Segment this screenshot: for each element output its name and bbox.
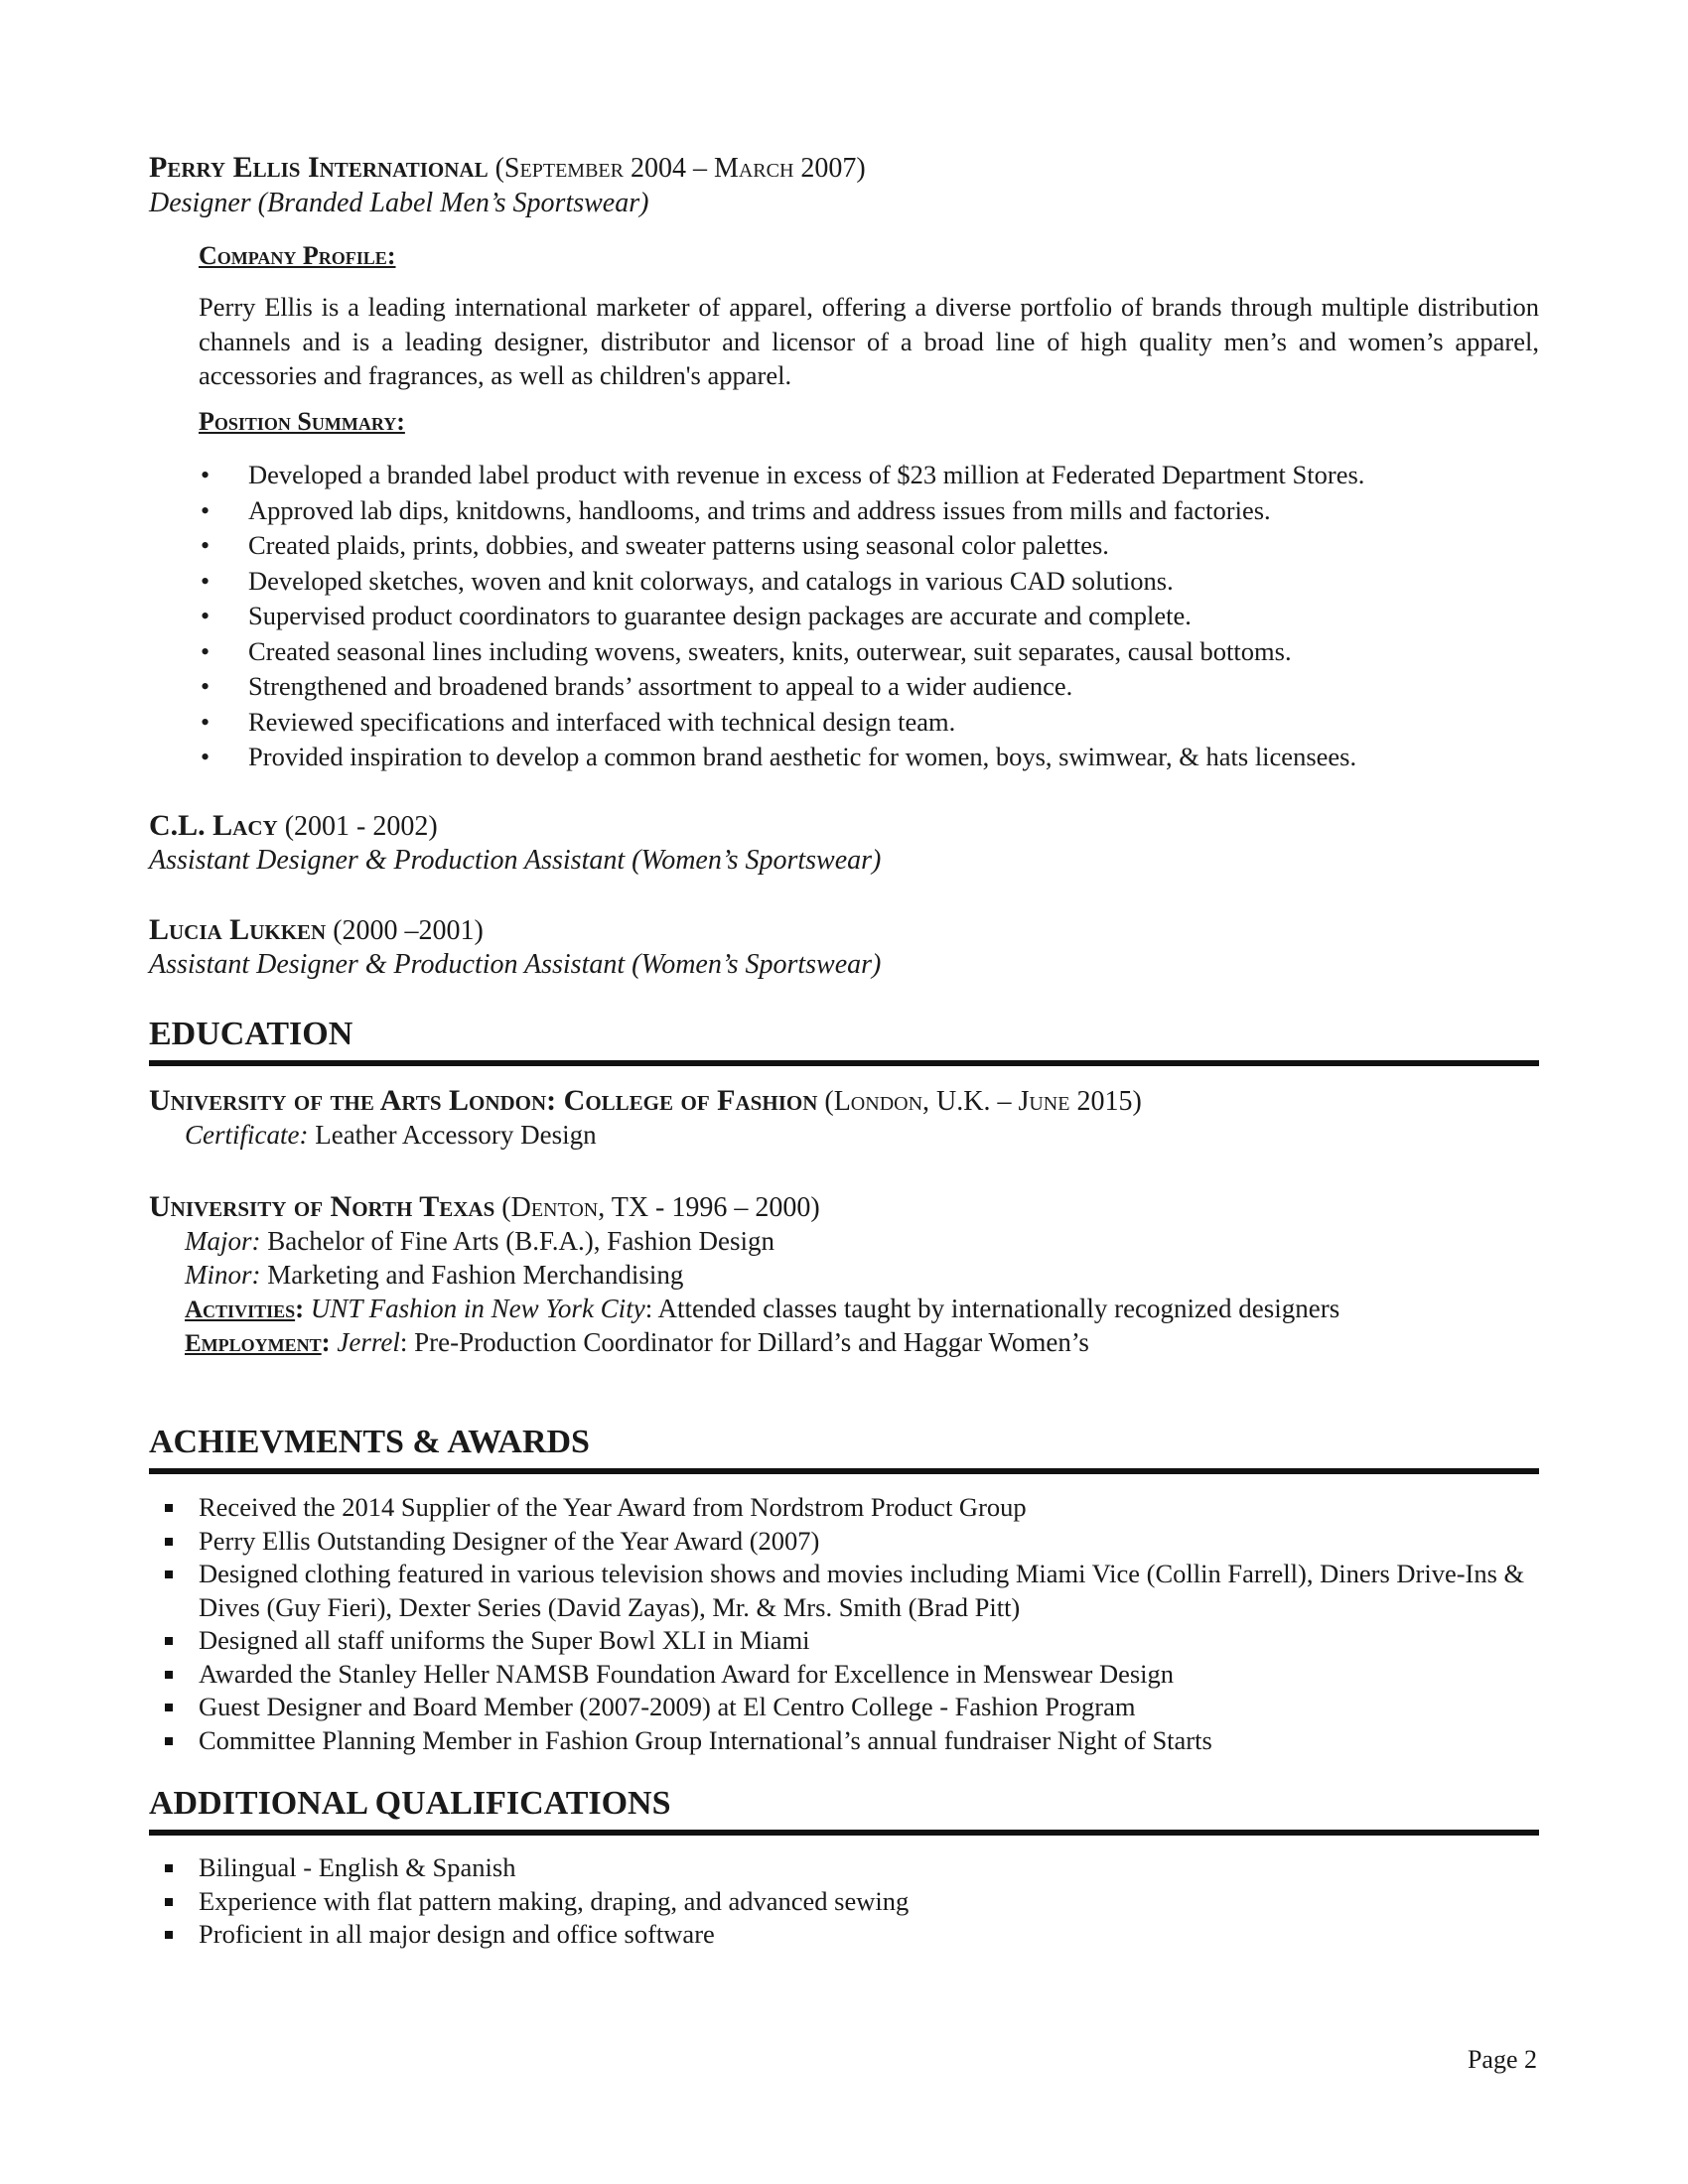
page-number: Page 2	[1467, 2045, 1537, 2074]
list-item: • Created plaids, prints, dobbies, and sweater patterns using seasonal color palettes.	[149, 528, 1364, 564]
list-item: Awarded the Stanley Heller NAMSB Foundation Award for Excellence in Menswear Design	[151, 1658, 1541, 1692]
list-item: • Developed a branded label product with revenue in excess of $23 million at Federated Department Stores.	[149, 458, 1364, 493]
major-label: Major:	[185, 1226, 261, 1256]
position-summary-heading: Position Summary:	[199, 407, 405, 436]
school-header-ual	[149, 1084, 1142, 1119]
list-item: • Created seasonal lines including wovens, sweaters, knits, outerwear, suit separates, causal bottoms.	[149, 634, 1364, 670]
certificate-line	[185, 1118, 597, 1152]
list-item: Designed all staff uniforms the Super Bowl XLI in Miami	[151, 1624, 1541, 1658]
major-line	[185, 1224, 774, 1258]
employment-value: : Pre-Production Coordinator for Dillard’s and Haggar Women’s	[399, 1327, 1089, 1357]
activities-line: Activities: UNT Fashion in New York City: Attended classes taught by internationally recognized designers	[185, 1294, 1340, 1323]
school-name: University of the Arts London: College of Fashion	[149, 1084, 818, 1117]
list-item: Designed clothing featured in various television shows and movies including Miami Vice (Collin Farrell), Diners Drive-Ins & Dives (Guy Fieri), Dexter Series (David Zayas), Mr. & Mrs. Smith (Brad Pitt)	[151, 1558, 1541, 1624]
job-title: Assistant Designer & Production Assistant (Women’s Sportswear)	[149, 845, 882, 876]
certificate-value: Leather Accessory Design	[315, 1120, 597, 1150]
job-dates: (2000 –2001)	[333, 915, 484, 946]
employment-label: Employment	[185, 1330, 322, 1357]
major-value: Bachelor of Fine Arts (B.F.A.), Fashion Design	[267, 1226, 775, 1256]
list-item: • Provided inspiration to develop a common brand aesthetic for women, boys, swimwear, & hats licensees.	[149, 740, 1364, 775]
company-name: C.L. Lacy	[149, 809, 278, 842]
list-item: Committee Planning Member in Fashion Group International’s annual fundraiser Night of Starts	[151, 1724, 1541, 1758]
company-name: Perry Ellis International	[149, 151, 489, 184]
list-item: • Strengthened and broadened brands’ assortment to appeal to a wider audience.	[149, 669, 1364, 705]
job-header-perry-ellis	[149, 151, 866, 186]
school-name: University of North Texas	[149, 1190, 495, 1223]
school-header-unt	[149, 1190, 820, 1225]
education-heading: EDUCATION	[149, 1015, 1539, 1066]
achievements-heading: ACHIEVMENTS & AWARDS	[149, 1423, 1539, 1474]
list-item: Perry Ellis Outstanding Designer of the Year Award (2007)	[151, 1525, 1541, 1559]
list-item: • Developed sketches, woven and knit colorways, and catalogs in various CAD solutions.	[149, 564, 1364, 600]
list-item: Experience with flat pattern making, draping, and advanced sewing	[151, 1885, 1541, 1919]
activities-label: Activities	[185, 1297, 296, 1323]
minor-label: Minor:	[185, 1260, 261, 1290]
list-item: • Approved lab dips, knitdowns, handlooms, and trims and address issues from mills and factories.	[149, 493, 1364, 529]
job-header-lucia-lukken	[149, 913, 484, 948]
minor-value: Marketing and Fashion Merchandising	[267, 1260, 684, 1290]
list-item: • Supervised product coordinators to guarantee design packages are accurate and complete.	[149, 599, 1364, 634]
job-title: Assistant Designer & Production Assistant (Women’s Sportswear)	[149, 949, 882, 980]
company-profile-text: Perry Ellis is a leading international marketer of apparel, offering a diverse portfolio of brands through multiple distribution channels and is a leading designer, distributor and licensor of a broad line of high quality men’s and women’s apparel, accessories and fragrances, as well as children's apparel.	[199, 292, 1539, 390]
school-meta: (Denton, TX - 1996 – 2000)	[501, 1192, 820, 1223]
list-item: Bilingual - English & Spanish	[151, 1851, 1541, 1885]
employment-name: Jerrel	[337, 1327, 400, 1357]
company-name: Lucia Lukken	[149, 913, 327, 946]
activities-name: UNT Fashion in New York City	[310, 1294, 645, 1323]
list-item: Guest Designer and Board Member (2007-2009) at El Centro College - Fashion Program	[151, 1691, 1541, 1724]
achievements-list	[151, 1491, 1541, 1757]
job-dates: (September 2004 – March 2007)	[494, 153, 866, 184]
job-header-cl-lacy	[149, 809, 438, 844]
list-item: Received the 2014 Supplier of the Year Award from Nordstrom Product Group	[151, 1491, 1541, 1525]
school-meta: (London, U.K. – June 2015)	[824, 1086, 1142, 1117]
job-dates: (2001 - 2002)	[284, 811, 438, 842]
company-profile-heading: Company Profile:	[199, 241, 396, 270]
list-item: • Reviewed specifications and interfaced with technical design team.	[149, 705, 1364, 741]
qualifications-heading: ADDITIONAL QUALIFICATIONS	[149, 1784, 1539, 1836]
list-item: Proficient in all major design and office software	[151, 1918, 1541, 1952]
position-summary-list	[149, 458, 1364, 775]
certificate-label: Certificate:	[185, 1120, 309, 1150]
minor-line	[185, 1258, 683, 1292]
qualifications-list	[151, 1851, 1541, 1952]
job-title: Designer (Branded Label Men’s Sportswear)	[149, 188, 649, 218]
activities-value: : Attended classes taught by internationally recognized designers	[644, 1294, 1340, 1323]
employment-line: Employment: Jerrel: Pre-Production Coordinator for Dillard’s and Haggar Women’s	[185, 1327, 1089, 1357]
